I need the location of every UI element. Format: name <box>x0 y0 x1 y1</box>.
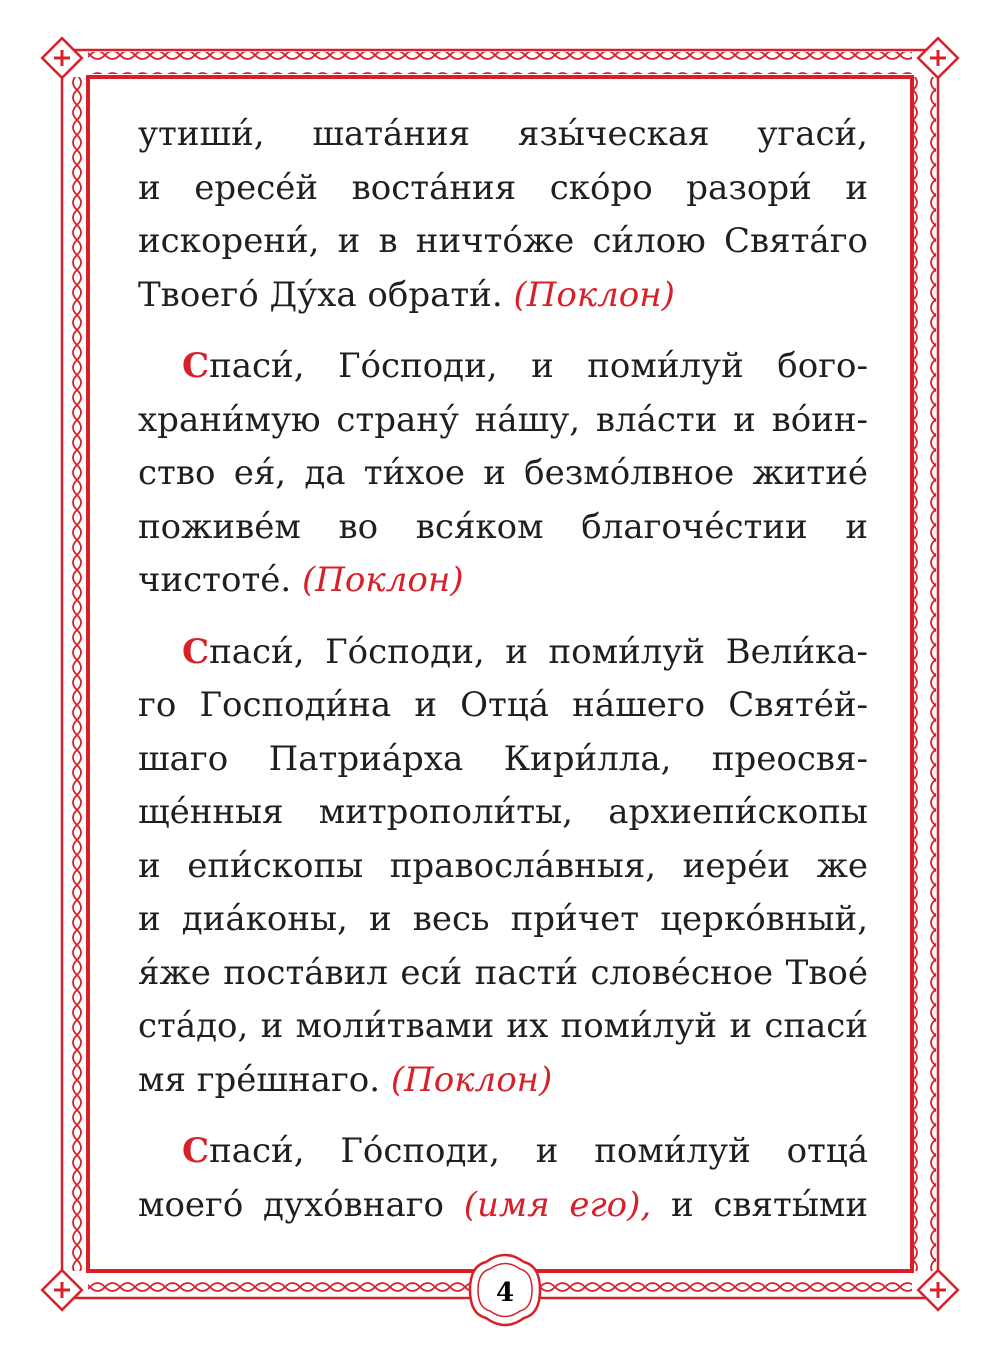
red-initial: С <box>182 1131 210 1171</box>
text-line: искорени́, и в ничто́же си́лою Свята́го <box>138 221 868 261</box>
text-line: поживе́м во вся́ком благоче́стии и <box>138 506 868 547</box>
text-line: храни́мую страну́ на́шу, вла́сти и во́ин- <box>138 399 868 440</box>
text-line: утиши́, шата́ния язы́ческая угаси́, <box>138 114 868 154</box>
text-line <box>138 626 868 680</box>
text-line: я́же поста́вил еси́ пасти́ слове́сное Твое́ <box>138 952 868 993</box>
text-line <box>138 554 868 608</box>
text-line: и ересе́й воста́ния ско́ро разори́ и <box>138 167 868 208</box>
line-text: мя гре́шнаго. <box>138 1059 381 1100</box>
text-line: ство ея́, да ти́хое и безмо́лвное житие́ <box>138 453 868 493</box>
paragraph-2 <box>138 340 868 608</box>
text-line <box>138 340 868 394</box>
prayer-text <box>138 108 868 1250</box>
text-line: ще́нныя митрополи́ты, архиепи́скопы <box>138 792 868 832</box>
text-line <box>138 1125 868 1179</box>
red-initial: С <box>182 631 210 672</box>
bow-rubric: (Поклон) <box>302 560 464 600</box>
line-text: паси́, Го́споди, и поми́луй Вели́ка- <box>209 631 868 672</box>
line-text: моего́ духо́внаго <box>138 1184 445 1225</box>
text-line <box>138 1054 868 1108</box>
bow-rubric: (Поклон) <box>513 274 675 315</box>
paragraph-4 <box>138 1125 868 1232</box>
name-note: (имя его), <box>463 1184 652 1225</box>
line-text: Твоего́ Ду́ха обрати́. <box>138 274 503 315</box>
line-text: чистоте́. <box>138 560 292 600</box>
text-line <box>138 1179 868 1233</box>
text-line: шаго Патриа́рха Кири́лла, преосвя- <box>138 738 868 779</box>
paragraph-1 <box>138 108 868 322</box>
red-initial: С <box>182 346 210 386</box>
text-line: го Господи́на и Отца́ на́шего Святе́й- <box>138 685 868 725</box>
line-text: паси́, Го́споди, и поми́луй отца́ <box>209 1131 868 1171</box>
paragraph-3 <box>138 626 868 1108</box>
line-text: паси́, Го́споди, и поми́луй бого- <box>209 346 868 386</box>
page-number: 4 <box>495 1278 515 1308</box>
line-text: и святы́ми <box>670 1184 868 1225</box>
text-line: ста́до, и моли́твами их поми́луй и спаси́ <box>138 1006 868 1046</box>
bow-rubric: (Поклон) <box>390 1059 553 1100</box>
text-line: и епи́скопы правосла́вныя, иере́и же <box>138 845 868 886</box>
text-line <box>138 269 868 323</box>
text-line: и диа́коны, и весь при́чет церко́вный, <box>138 899 868 939</box>
